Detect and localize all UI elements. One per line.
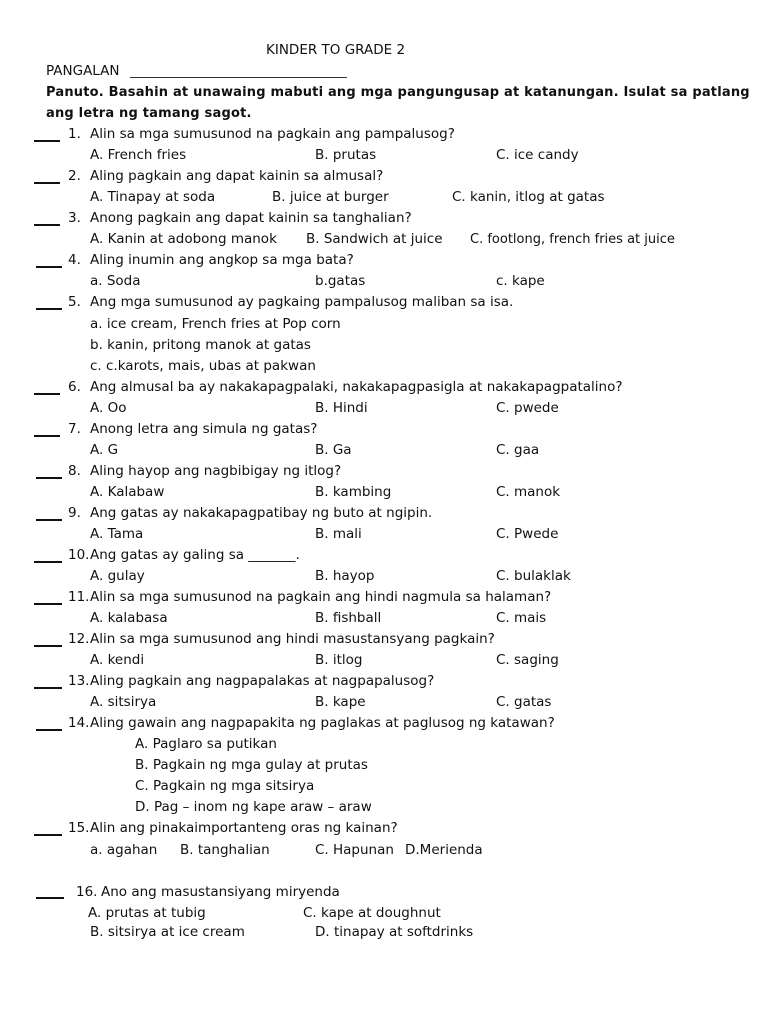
choice-a: A. kendi — [90, 652, 145, 668]
question-text: Aling pagkain ang nagpapalakas at nagpapalusog? — [90, 673, 435, 689]
choice-c: C. kape at doughnut — [303, 905, 441, 921]
answer-blank[interactable] — [34, 393, 60, 395]
name-field-line: ______________________________________ — [130, 64, 347, 78]
answer-blank[interactable] — [34, 435, 60, 437]
question-text: Aling gawain ang nagpapakita ng paglakas at paglusog ng katawan? — [90, 715, 555, 731]
choice-a: A. G — [90, 442, 119, 458]
choice-a: A. prutas at tubig — [88, 905, 206, 921]
question-text: Aling pagkain ang dapat kainin sa almusal? — [90, 168, 384, 184]
answer-blank[interactable] — [34, 603, 62, 605]
choice-c: C. gatas — [496, 694, 552, 710]
question-text: Alin sa mga sumusunod na pagkain ang pampalusog? — [90, 126, 455, 142]
instructions-line-2: ang letra ng tamang sagot. — [46, 106, 252, 121]
page-title: KINDER TO GRADE 2 — [266, 42, 406, 58]
choice-b: B. juice at burger — [272, 189, 389, 205]
choice-a: A. Oo — [90, 400, 127, 416]
answer-blank[interactable] — [36, 519, 62, 521]
choice-c: C. saging — [496, 652, 559, 668]
choice-a: A. Kanin at adobong manok — [90, 231, 277, 247]
choice-b: b.gatas — [315, 273, 366, 289]
answer-blank[interactable] — [34, 140, 60, 142]
choice-d: D.Merienda — [405, 842, 483, 858]
question-text: Ano ang masustansiyang miryenda — [101, 884, 340, 900]
choice-c: C. Hapunan — [315, 842, 394, 858]
choice-b: B. tanghalian — [180, 842, 270, 858]
choice-a: a. agahan — [90, 842, 158, 858]
choice-b: b. kanin, pritong manok at gatas — [90, 337, 311, 353]
choice-a: A. Paglaro sa putikan — [135, 736, 277, 752]
choice-c: C. manok — [496, 484, 561, 500]
choice-a: A. French fries — [90, 147, 187, 163]
question-number: 16. — [76, 884, 98, 900]
choice-b: B. hayop — [315, 568, 375, 584]
answer-blank[interactable] — [34, 182, 60, 184]
choice-a: A. Tama — [90, 526, 144, 542]
choice-a: a. ice cream, French fries at Pop corn — [90, 316, 341, 332]
question-text: Alin sa mga sumusunod ang hindi masustansyang pagkain? — [90, 631, 495, 647]
question-number: 9. — [68, 505, 81, 521]
answer-blank[interactable] — [36, 266, 62, 268]
choice-a: A. kalabasa — [90, 610, 168, 626]
choice-a: a. Soda — [90, 273, 141, 289]
choice-b: B. Pagkain ng mga gulay at prutas — [135, 757, 368, 773]
choice-c: C. Pagkain ng mga sitsirya — [135, 778, 315, 794]
choice-b: B. fishball — [315, 610, 382, 626]
choice-b: B. sitsirya at ice cream — [90, 924, 245, 940]
question-number: 3. — [68, 210, 81, 226]
choice-b: B. kambing — [315, 484, 392, 500]
question-text: Ang almusal ba ay nakakapagpalaki, nakakapagpasigla at nakakapagpatalino? — [90, 379, 623, 395]
question-text: Aling inumin ang angkop sa mga bata? — [90, 252, 354, 268]
choice-a: A. Kalabaw — [90, 484, 165, 500]
choice-c: c. kape — [496, 273, 545, 289]
answer-blank[interactable] — [36, 897, 64, 899]
question-number: 1. — [68, 126, 81, 142]
question-number: 5. — [68, 294, 81, 310]
question-text: Anong letra ang simula ng gatas? — [90, 421, 318, 437]
choice-d: D. tinapay at softdrinks — [315, 924, 474, 940]
choice-a: A. gulay — [90, 568, 145, 584]
question-number: 14. — [68, 715, 90, 731]
choice-a: A. sitsirya — [90, 694, 157, 710]
choice-c: C. ice candy — [496, 147, 579, 163]
question-number: 13. — [68, 673, 90, 689]
question-text: Alin ang pinakaimportanteng oras ng kainan? — [90, 820, 398, 836]
choice-b: B. kape — [315, 694, 366, 710]
question-text: Anong pagkain ang dapat kainin sa tanghalian? — [90, 210, 412, 226]
question-number: 11. — [68, 589, 90, 605]
answer-blank[interactable] — [34, 224, 60, 226]
name-label: PANGALAN — [46, 63, 120, 79]
choice-c: C. kanin, itlog at gatas — [452, 189, 605, 205]
instructions-line-1: Panuto. Basahin at unawaing mabuti ang mga pangungusap at katanungan. Isulat sa patlang — [46, 85, 750, 100]
answer-blank[interactable] — [36, 477, 62, 479]
question-number: 8. — [68, 463, 81, 479]
question-text: Ang gatas ay galing sa _______. — [90, 547, 300, 563]
choice-b: B. prutas — [315, 147, 377, 163]
question-number: 10. — [68, 547, 90, 563]
answer-blank[interactable] — [34, 561, 62, 563]
answer-blank[interactable] — [36, 729, 62, 731]
answer-blank[interactable] — [34, 834, 62, 836]
choice-b: B. mali — [315, 526, 362, 542]
question-number: 12. — [68, 631, 90, 647]
question-number: 7. — [68, 421, 81, 437]
question-text: Alin sa mga sumusunod na pagkain ang hindi nagmula sa halaman? — [90, 589, 552, 605]
question-number: 6. — [68, 379, 81, 395]
choice-b: B. Sandwich at juice — [306, 231, 443, 247]
choice-c: C. bulaklak — [496, 568, 571, 584]
choice-d: D. Pag – inom ng kape araw – araw — [135, 799, 372, 815]
question-number: 4. — [68, 252, 81, 268]
choice-c: C. Pwede — [496, 526, 559, 542]
choice-a: A. Tinapay at soda — [90, 189, 216, 205]
answer-blank[interactable] — [36, 308, 62, 310]
question-text: Ang gatas ay nakakapagpatibay ng buto at ngipin. — [90, 505, 433, 521]
choice-c: C. footlong, french fries at juice — [470, 232, 675, 247]
answer-blank[interactable] — [34, 645, 62, 647]
choice-c: C. mais — [496, 610, 547, 626]
question-number: 2. — [68, 168, 81, 184]
choice-b: B. Ga — [315, 442, 352, 458]
choice-c: c. c.karots, mais, ubas at pakwan — [90, 358, 316, 374]
choice-c: C. gaa — [496, 442, 540, 458]
answer-blank[interactable] — [34, 687, 62, 689]
choice-b: B. Hindi — [315, 400, 368, 416]
choice-b: B. itlog — [315, 652, 363, 668]
question-number: 15. — [68, 820, 90, 836]
question-text: Aling hayop ang nagbibigay ng itlog? — [90, 463, 342, 479]
choice-c: C. pwede — [496, 400, 559, 416]
question-text: Ang mga sumusunod ay pagkaing pampalusog maliban sa isa. — [90, 294, 514, 310]
